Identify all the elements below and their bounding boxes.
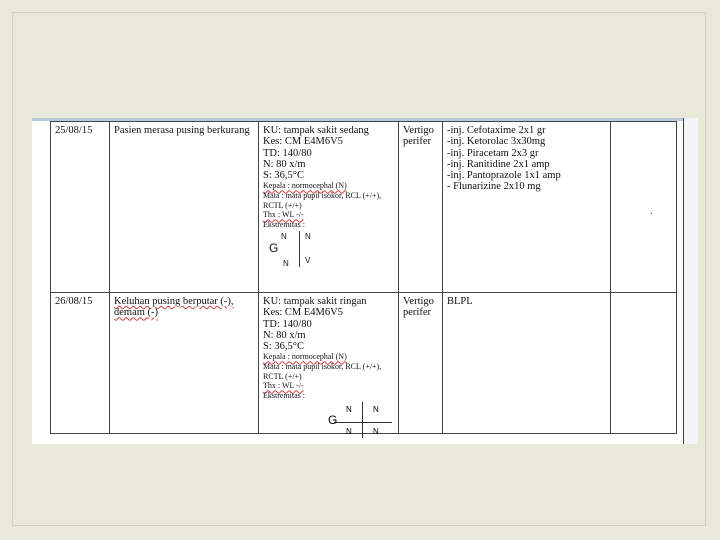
objective-line: S: 36,5°C	[263, 170, 304, 182]
plan-line: -inj. Ranitidine 2x1 amp	[447, 158, 550, 170]
assessment-line: Vertigo	[403, 125, 434, 136]
objective-line: Kes: CM E4M6V5	[263, 307, 343, 319]
extremity-divider	[299, 231, 300, 267]
plan-line: -inj. Pantoprazole 1x1 amp	[447, 170, 561, 182]
objective-small-line: Mata : mata pupil isokor, RCL (+/+), RCTL (+/+)	[263, 362, 382, 381]
table-row	[51, 122, 677, 293]
extremity-divider	[362, 402, 363, 438]
plan-line: -inj. Cefotaxime 2x1 gr	[447, 125, 546, 136]
objective-small-line: Mata : mata pupil isokor, RCL (+/+), RCTL (+/+)	[263, 191, 382, 210]
subjective-cell	[110, 293, 259, 434]
subjective-line: demam (-)	[114, 307, 159, 319]
extremity-diagram	[269, 231, 359, 273]
assessment-cell	[399, 122, 443, 293]
extremity-value: N	[346, 427, 352, 436]
objective-cell	[259, 122, 399, 293]
objective-small-line: Ekstremitas :	[263, 390, 305, 400]
assessment-line: Vertigo	[403, 296, 434, 307]
extremity-value: N	[373, 405, 379, 414]
assessment-cell	[399, 293, 443, 434]
extremity-value: V	[305, 256, 311, 266]
objective-line: TD: 140/80	[263, 147, 312, 159]
extremity-diagram	[322, 402, 402, 438]
objective-line: KU: tampak sakit ringan	[263, 296, 367, 307]
date-cell	[51, 122, 110, 293]
extremity-value: N	[373, 427, 379, 436]
stray-mark: .	[650, 206, 653, 217]
extremity-value: N	[281, 232, 287, 242]
assessment-line: perifer	[403, 307, 431, 319]
objective-small-line: Kepala : normocephal (N)	[263, 181, 347, 191]
extremity-value: N	[283, 259, 289, 269]
objective-small-line: Thx : WL -/-	[263, 381, 304, 391]
objective-line: N: 80 x/m	[263, 158, 306, 170]
plan-cell	[443, 122, 611, 293]
objective-small-line: Kepala : normocephal (N)	[263, 352, 347, 362]
objective-line: S: 36,5°C	[263, 341, 304, 353]
objective-line: N: 80 x/m	[263, 329, 306, 341]
assessment-line: perifer	[403, 136, 431, 148]
soap-notes-table	[50, 121, 677, 434]
objective-small-line: Thx : WL -/-	[263, 210, 304, 220]
extremity-divider	[334, 422, 392, 423]
extra-cell	[611, 293, 677, 434]
objective-line: TD: 140/80	[263, 318, 312, 330]
plan-line: - Flunarizine 2x10 mg	[447, 181, 541, 193]
sheet-right-margin	[683, 118, 698, 444]
extremity-label: G	[269, 241, 279, 256]
date-cell	[51, 293, 110, 434]
objective-line: Kes: CM E4M6V5	[263, 136, 343, 148]
plan-line: BLPL	[447, 296, 473, 307]
subjective-line: Keluhan pusing berputar (-),	[114, 296, 234, 307]
extra-cell	[611, 122, 677, 293]
extremity-label: G	[328, 413, 338, 427]
plan-line: -inj. Ketorolac 3x30mg	[447, 136, 546, 148]
objective-line: KU: tampak sakit sedang	[263, 125, 369, 136]
plan-cell	[443, 293, 611, 434]
date-text: 25/08/15	[55, 125, 93, 136]
extremity-value: N	[346, 405, 352, 414]
date-text: 26/08/15	[55, 296, 93, 307]
plan-line: -inj. Piracetam 2x3 gr	[447, 147, 539, 159]
subjective-text: Pasien merasa pusing berkurang	[114, 125, 250, 136]
subjective-cell	[110, 122, 259, 293]
extremity-value: N	[305, 232, 311, 242]
objective-small-line: Ekstremitas :	[263, 219, 305, 229]
